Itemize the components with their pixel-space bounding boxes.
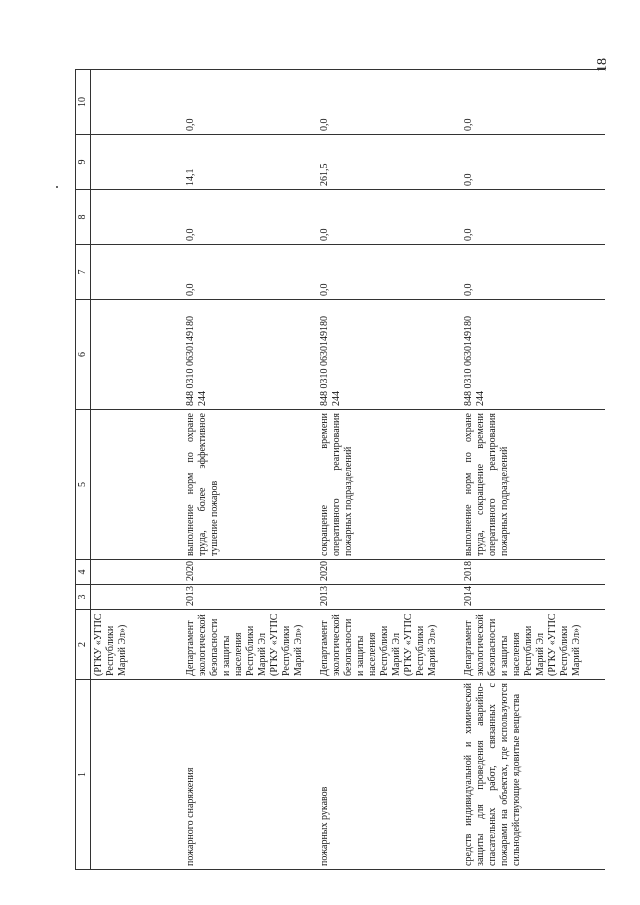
- scan-dot: [56, 186, 58, 188]
- program-table: [75, 69, 605, 870]
- cell-value: 261,5: [317, 135, 461, 190]
- cell-result: выполнение норм по охране труда, более эффективное тушение пожаров: [183, 410, 317, 560]
- cell-value: 0,0: [183, 70, 317, 135]
- cell-value: 0,0: [317, 70, 461, 135]
- rotated-table-container: [75, 70, 600, 870]
- cell-end-year: 2018: [461, 560, 605, 585]
- cell-executor: (РГКУ «УГПС Республики Марий Эл»): [91, 610, 184, 680]
- cell-budget-code: 848 0310 0630149180 244: [461, 300, 605, 410]
- header-cell: 10: [76, 70, 91, 135]
- cell-value: 0,0: [317, 245, 461, 300]
- cell-executor: Департамент экологической безопасности и защиты населения Республики Марий Эл (РГКУ «УГПС Республики Марий Эл»): [317, 610, 461, 680]
- cell-value: 0,0: [183, 245, 317, 300]
- cell-budget-code: [91, 300, 184, 410]
- table-row: [91, 70, 184, 870]
- table-row: [317, 70, 461, 870]
- cell-activity: [91, 680, 184, 870]
- cell-value: [91, 245, 184, 300]
- cell-budget-code: 848 0310 0630149180 244: [183, 300, 317, 410]
- header-cell: 3: [76, 585, 91, 610]
- cell-executor: Департамент экологической безопасности и защиты населения Республики Марий Эл (РГКУ «УГПС Республики Марий Эл»): [183, 610, 317, 680]
- cell-end-year: [91, 560, 184, 585]
- cell-result: выполнение норм по охране труда, сокращение времени оперативного реагирования пожарных подразделений: [461, 410, 605, 560]
- header-cell: 5: [76, 410, 91, 560]
- cell-start-year: 2014: [461, 585, 605, 610]
- cell-start-year: 2013: [317, 585, 461, 610]
- cell-result: сокращение времени оперативного реагирования пожарных подразделений: [317, 410, 461, 560]
- header-cell: 1: [76, 680, 91, 870]
- cell-end-year: 2020: [183, 560, 317, 585]
- header-row: [76, 70, 91, 870]
- cell-value: 0,0: [461, 135, 605, 190]
- header-cell: 7: [76, 245, 91, 300]
- cell-value: 0,0: [183, 190, 317, 245]
- cell-value: 0,0: [461, 70, 605, 135]
- cell-value: 14,1: [183, 135, 317, 190]
- cell-result: [91, 410, 184, 560]
- header-cell: 2: [76, 610, 91, 680]
- cell-value: [91, 135, 184, 190]
- cell-value: [91, 70, 184, 135]
- cell-activity: пожарного снаряжения: [183, 680, 317, 870]
- cell-start-year: 2013: [183, 585, 317, 610]
- header-cell: 8: [76, 190, 91, 245]
- header-cell: 9: [76, 135, 91, 190]
- page-number: 18: [595, 58, 610, 72]
- cell-end-year: 2020: [317, 560, 461, 585]
- table-row: [461, 70, 605, 870]
- table-row: [183, 70, 317, 870]
- header-cell: 6: [76, 300, 91, 410]
- cell-start-year: [91, 585, 184, 610]
- cell-activity: пожарных рукавов: [317, 680, 461, 870]
- cell-value: 0,0: [317, 190, 461, 245]
- cell-activity: средств индивидуальной и химической защиты для проведения аварийно-спасательных работ, связанных с пожарами на объектах, где используются сильнодействующие ядовитые вещества: [461, 680, 605, 870]
- header-cell: 4: [76, 560, 91, 585]
- cell-value: 0,0: [461, 245, 605, 300]
- cell-value: 0,0: [461, 190, 605, 245]
- cell-executor: Департамент экологической безопасности и защиты населения Республики Марий Эл (РГКУ «УГПС Республики Марий Эл»): [461, 610, 605, 680]
- cell-value: [91, 190, 184, 245]
- cell-budget-code: 848 0310 0630149180 244: [317, 300, 461, 410]
